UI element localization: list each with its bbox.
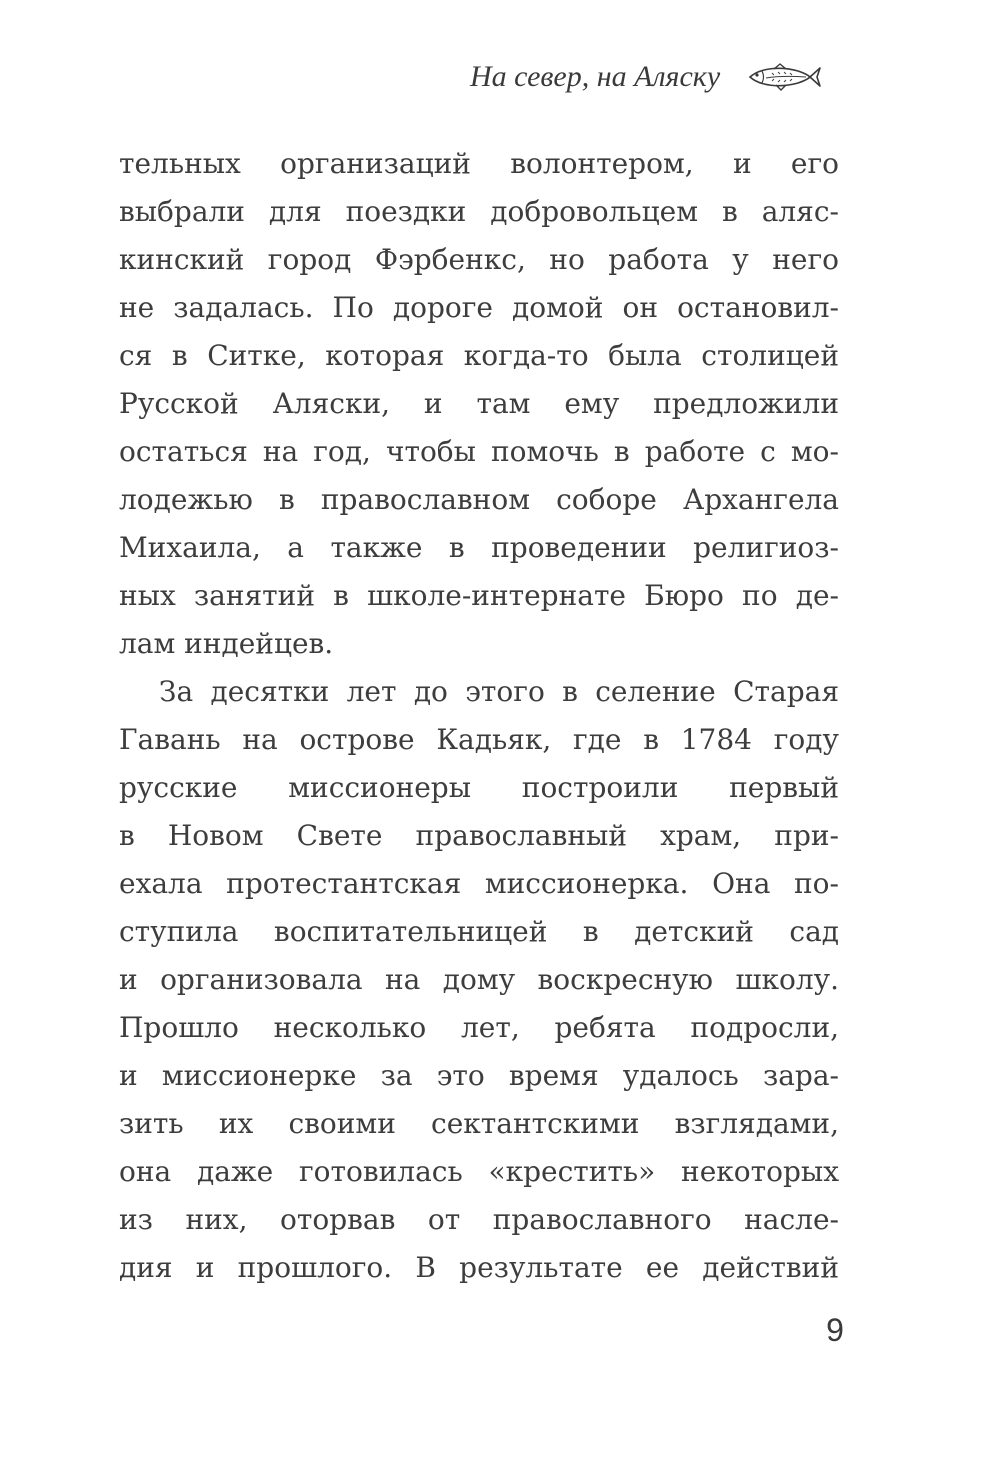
- text-line: Русской Аляски, и там ему предложили: [119, 387, 839, 420]
- text-line: Михаила, а также в проведении религиоз-: [119, 531, 839, 564]
- text-line: За десятки лет до этого в селение Старая: [159, 675, 839, 708]
- text-line: не задалась. По дороге домой он остановил-: [119, 291, 839, 324]
- text-line: зить их своими сектантскими взглядами,: [119, 1107, 839, 1140]
- text-line: в Новом Свете православный храм, при-: [119, 819, 839, 852]
- text-line: Гавань на острове Кадьяк, где в 1784 году: [119, 723, 839, 756]
- running-head: [470, 52, 850, 102]
- text-line: тельных организаций волонтером, и его: [119, 147, 839, 180]
- text-line: и миссионерке за это время удалось зара-: [119, 1059, 839, 1092]
- fish-icon: [746, 61, 822, 93]
- text-line: русские миссионеры построили первый: [119, 771, 839, 804]
- text-line: из них, оторвав от православного насле-: [119, 1203, 839, 1236]
- text-line: она даже готовилась «крестить» некоторых: [119, 1155, 839, 1188]
- text-line: дия и прошлого. В результате ее действий: [119, 1251, 839, 1284]
- running-head-title: На север, на Аляску: [470, 60, 721, 93]
- text-line: ступила воспитательницей в детский сад: [119, 915, 839, 948]
- text-line: ехала протестантская миссионерка. Она по-: [119, 867, 839, 900]
- text-line: лодежью в православном соборе Архангела: [119, 483, 839, 516]
- text-line: и организовала на дому воскресную школу.: [119, 963, 839, 996]
- text-line: остаться на год, чтобы помочь в работе с мо-: [119, 435, 839, 468]
- text-line: лам индейцев.: [119, 627, 334, 660]
- text-line: ных занятий в школе-интернате Бюро по де-: [119, 579, 839, 612]
- text-line: Прошло несколько лет, ребята подросли,: [119, 1011, 839, 1044]
- text-line: ся в Ситке, которая когда-то была столицей: [119, 339, 839, 372]
- body-text: [119, 140, 839, 1292]
- page-number: 9: [826, 1312, 844, 1348]
- text-line: выбрали для поездки добровольцем в аляс-: [119, 195, 839, 228]
- text-line: кинский город Фэрбенкс, но работа у него: [119, 243, 839, 276]
